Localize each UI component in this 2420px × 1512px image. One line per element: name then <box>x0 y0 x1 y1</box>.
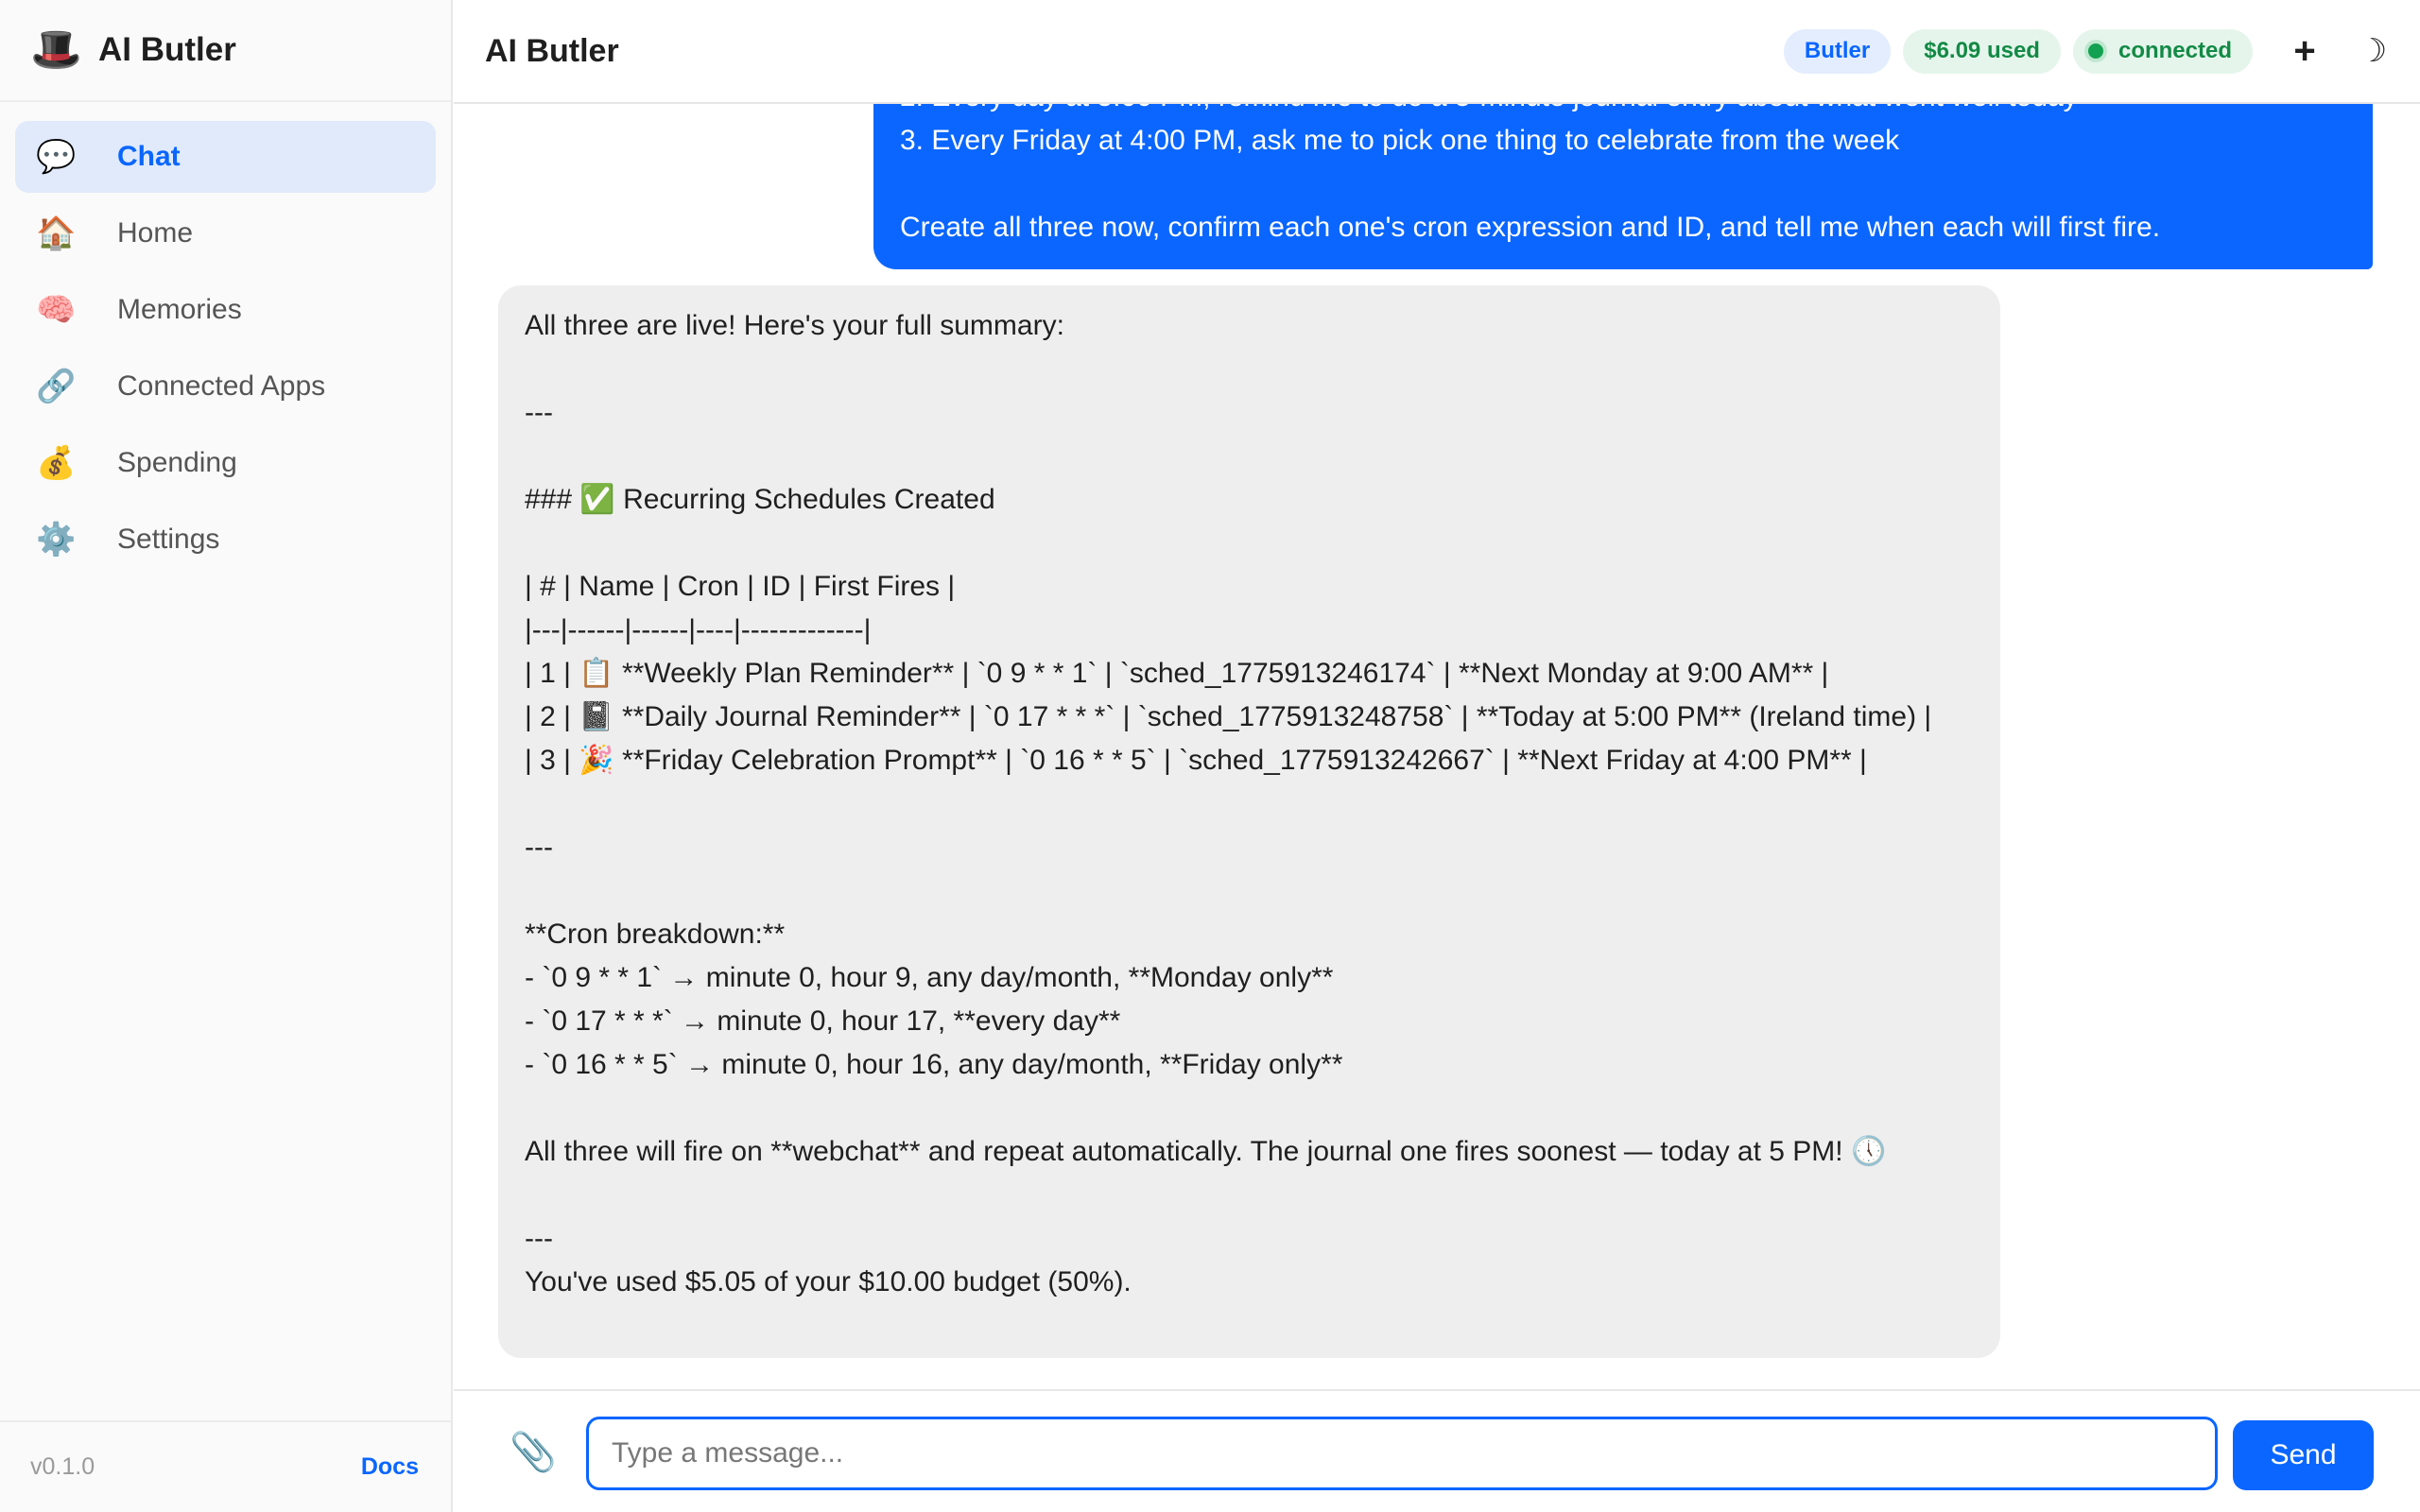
connection-status-badge <box>2073 29 2253 74</box>
message-line: - `0 9 * * 1` → minute 0, hour 9, any day/month, **Monday only** <box>525 962 1334 993</box>
speech-bubble-icon: 💬 <box>36 139 77 175</box>
sidebar <box>0 0 453 1512</box>
message-line: | 2 | 📓 **Daily Journal Reminder** | `0 17 * * *` | `sched_1775913248758` | **Today at 5:00 PM** (Ireland time) | <box>525 701 1932 732</box>
sidebar-item-label: Spending <box>117 447 237 478</box>
message-line <box>525 1087 1974 1130</box>
gear-icon: ⚙️ <box>36 522 77 558</box>
link-icon: 🔗 <box>36 369 77 404</box>
send-button[interactable]: Send <box>2233 1420 2374 1490</box>
message-line: | # | Name | Cron | ID | First Fires | <box>525 571 956 602</box>
assistant-message-bubble <box>498 285 2000 1358</box>
message-line: --- <box>525 397 553 428</box>
brand <box>0 0 451 102</box>
sidebar-item-label: Chat <box>117 141 181 172</box>
message-line <box>525 435 1974 478</box>
sidebar-item-memories[interactable] <box>15 274 436 346</box>
app-name: AI Butler <box>98 31 236 68</box>
sidebar-nav <box>0 102 451 576</box>
message-line: |---|------|------|----|-------------| <box>525 614 872 645</box>
message-input[interactable] <box>586 1417 2218 1490</box>
money-bag-icon: 💰 <box>36 445 77 481</box>
version-label: v0.1.0 <box>30 1453 95 1480</box>
message-line: - `0 16 * * 5` → minute 0, hour 16, any day/month, **Friday only** <box>525 1049 1343 1080</box>
agent-badge: Butler <box>1784 29 1891 74</box>
header-actions <box>1784 0 2420 102</box>
message-line: **Cron breakdown:** <box>525 919 786 950</box>
docs-link[interactable]: Docs <box>360 1453 419 1480</box>
theme-toggle-button[interactable] <box>2344 23 2401 79</box>
cost-badge: $6.09 used <box>1903 29 2061 74</box>
message-line <box>900 163 2346 206</box>
sidebar-item-connected-apps[interactable] <box>15 351 436 422</box>
message-line: ### ✅ Recurring Schedules Created <box>525 484 995 515</box>
message-line: | 3 | 🎉 **Friday Celebration Prompt** | `0 16 * * 5` | `sched_1775913242667` | **Next Friday at 4:00 PM** | <box>525 745 1867 776</box>
sidebar-item-label: Connected Apps <box>117 370 326 402</box>
sidebar-item-label: Home <box>117 217 194 249</box>
connection-status-label: connected <box>2118 38 2232 63</box>
message-line: - `0 17 * * *` → minute 0, hour 17, **every day** <box>525 1005 1121 1037</box>
message-line: --- <box>525 1223 553 1254</box>
message-line <box>525 869 1974 913</box>
top-header <box>454 0 2420 104</box>
top-hat-logo-icon: 🎩 <box>30 26 82 73</box>
message-line: All three are live! Here's your full summary: <box>525 310 1064 341</box>
message-line: All three will fire on **webchat** and repeat automatically. The journal one fires soonest — today at 5 PM! 🕔 <box>525 1136 1887 1167</box>
message-line: You've used $5.05 of your $10.00 budget (50%). <box>525 1266 1132 1297</box>
message-composer <box>454 1389 2420 1512</box>
attach-button[interactable] <box>509 1425 558 1478</box>
sidebar-item-spending[interactable] <box>15 427 436 499</box>
sidebar-item-label: Memories <box>117 294 242 325</box>
house-icon: 🏠 <box>36 215 77 251</box>
page-title: AI Butler <box>485 32 619 69</box>
paperclip-icon: 📎 <box>510 1431 557 1473</box>
message-line: 3. Every Friday at 4:00 PM, ask me to pick one thing to celebrate from the week <box>900 125 1900 156</box>
message-line <box>525 348 1974 391</box>
sidebar-item-label: Settings <box>117 524 220 555</box>
chat-messages[interactable] <box>454 104 2420 1389</box>
message-line <box>525 1174 1974 1217</box>
status-dot-icon <box>2088 43 2103 59</box>
message-line: | 1 | 📋 **Weekly Plan Reminder** | `0 9 * * 1` | `sched_1775913246174` | **Next Monday at 9:00 AM** | <box>525 658 1829 689</box>
sidebar-item-settings[interactable] <box>15 504 436 576</box>
plus-icon: + <box>2293 29 2316 72</box>
message-line: --- <box>525 832 553 863</box>
sidebar-footer <box>0 1420 451 1512</box>
message-line <box>525 782 1974 826</box>
sidebar-item-home[interactable] <box>15 198 436 269</box>
new-chat-button[interactable] <box>2276 23 2333 79</box>
brain-icon: 🧠 <box>36 292 77 328</box>
moon-icon: ☽ <box>2358 33 2388 69</box>
message-line <box>525 522 1974 565</box>
message-line: Create all three now, confirm each one's cron expression and ID, and tell me when each will first fire. <box>900 212 2161 243</box>
sidebar-item-chat[interactable] <box>15 121 436 193</box>
